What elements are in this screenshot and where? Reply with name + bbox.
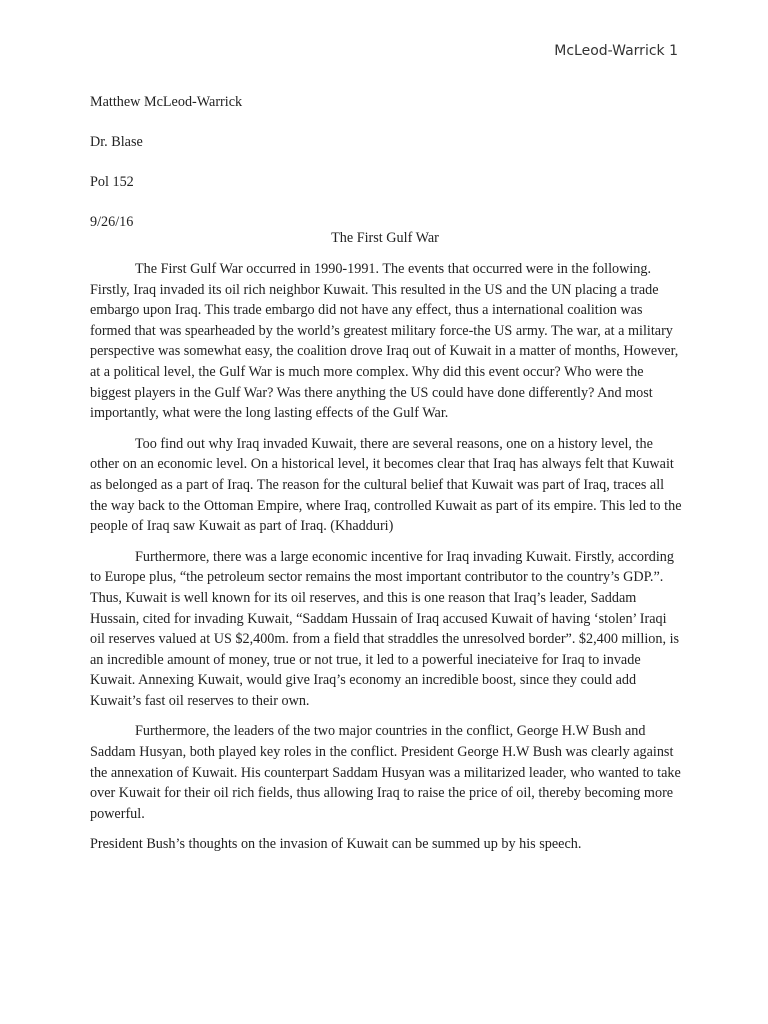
paragraph: President Bush’s thoughts on the invasion of Kuwait can be summed up by his speech. [90,836,582,853]
course-code: Pol 152 [90,174,134,190]
document-title: The First Gulf War [331,230,439,246]
paragraph: Furthermore, there was a large economic incentive for Iraq invading Kuwait. Firstly, according to Europe plus, “the petroleum sector remains the most important contributor to the country’s GDP.”. Thus, Kuwait is well known for its oil reserves, and this is one reason that Iraq’s leader, Saddam Hussain, cited for invading Kuwait, “Saddam Hussain of Iraq accused Kuwait of having ‘stolen’ Iraqi oil reserves valued at US $2,400m. from a field that straddles the unresolved border”. $2,400 million, is an incredible amount of money, true or not true, it led to a powerful ineciateive for Iraq to invade Kuwait. Annexing Kuwait, would give Iraq’s economy an incredible boost, since they could add Kuwait’s fast oil reserves to their own. [90,548,680,709]
paragraph: The First Gulf War occurred in 1990-1991. The events that occurred were in the following. Firstly, Iraq invaded its oil rich neighbor Kuwait. This resulted in the US and the UN placing a trade embargo upon Iraq. This trade embargo did not have any effect, thus a international coalition was formed that was spearheaded by the world’s greatest military force-the US army. The war, at a military perspective was somewhat easy, the coalition drove Iraq out of Kuwait in a matter of months, However, at a political level, the Gulf War is much more complex. Why did this event occur? Who were the biggest players in the Gulf War? Was there anything the US could have done differently? And most importantly, what were the long lasting effects of the Gulf War. [90,261,679,422]
document-date: 9/26/16 [90,214,134,230]
document-body [90,259,682,865]
author-name: Matthew McLeod-Warrick [90,94,243,110]
running-head-page-number: McLeod-Warrick 1 [554,43,678,59]
paragraph: Furthermore, the leaders of the two major countries in the conflict, George H.W Bush and Saddam Husyan, both played key roles in the conflict. President George H.W Bush was clearly against the annexation of Kuwait. His counterpart Saddam Husyan was a militarized leader, who wanted to take over Kuwait for their oil rich fields, thus allowing Iraq to raise the price of oil, thereby becoming more powerful. [90,723,681,822]
instructor-name: Dr. Blase [90,134,143,150]
paragraph: Too find out why Iraq invaded Kuwait, there are several reasons, one on a history level, the other on an economic level. On a historical level, it becomes clear that Iraq has always felt that Kuwait as belonged as a part of Iraq. The reason for the cultural belief that Kuwait was part of Iraq, traces all the way back to the Ottoman Empire, where Iraq, controlled Kuwait as part of its empire. This led to the people of Iraq saw Kuwait as part of Iraq. (Khadduri) [90,435,682,535]
